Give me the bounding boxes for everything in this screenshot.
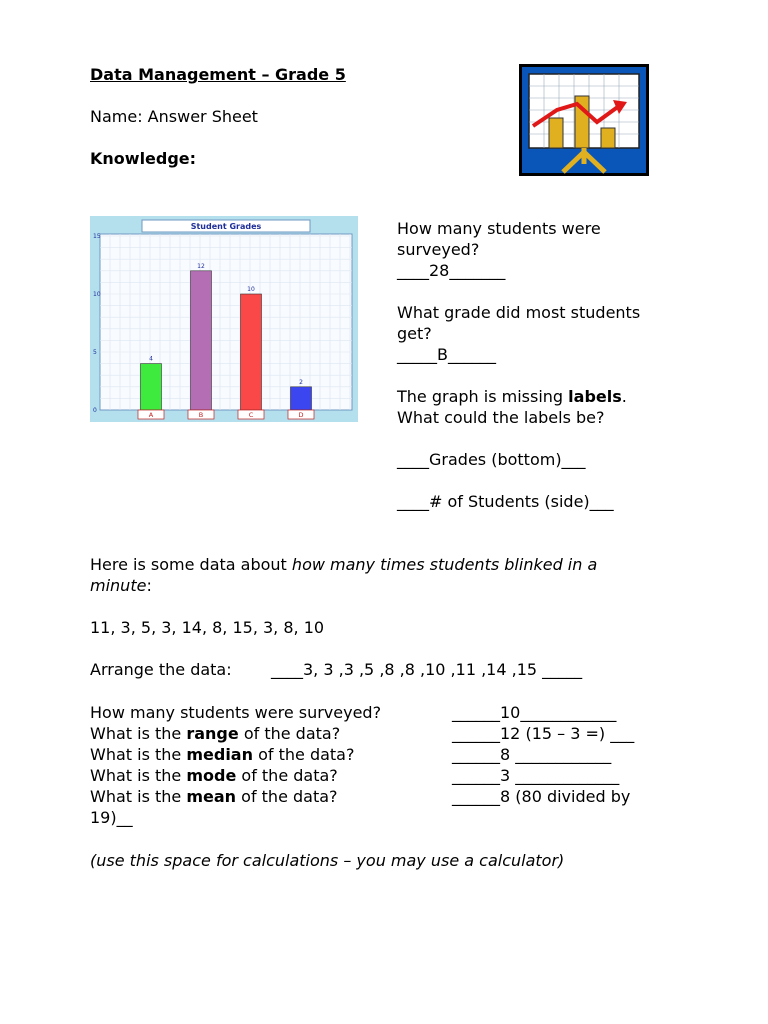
- q2-text-line1: What grade did most students: [397, 303, 641, 322]
- surveyed-question: How many students were surveyed?: [90, 703, 382, 722]
- bar-value-label: 10: [247, 286, 255, 293]
- category-label: A: [148, 411, 154, 419]
- bar-value-label: 2: [299, 378, 303, 386]
- arrange-answer: ____3, 3 ,3 ,5 ,8 ,8 ,10 ,11 ,14 ,15 _____: [271, 660, 583, 679]
- range-question: What is the range of the data?: [90, 724, 341, 743]
- category-label: B: [198, 411, 204, 419]
- q3-text-line2: What could the labels be?: [397, 408, 605, 427]
- bar-value-label: 12: [197, 262, 205, 270]
- page-title: Data Management – Grade 5: [90, 65, 346, 84]
- blink-data-list: 11, 3, 5, 3, 14, 8, 15, 3, 8, 10: [90, 618, 325, 637]
- mode-answer: ______3 _____________: [452, 766, 620, 785]
- mode-question: What is the mode of the data?: [90, 766, 338, 785]
- bar-value-label: 4: [149, 355, 153, 363]
- chart-title: Student Grades: [190, 222, 262, 231]
- mean-answer: ______8 (80 divided by: [452, 787, 631, 806]
- q3-text-line1: The graph is missing labels.: [397, 387, 627, 406]
- section-heading: Knowledge:: [90, 149, 197, 168]
- y-tick-label: 10: [93, 291, 101, 298]
- y-tick-label: 5: [93, 349, 97, 356]
- y-tick-label: 15: [93, 233, 101, 240]
- y-tick-label: 0: [93, 407, 97, 414]
- range-answer: ______12 (15 – 3 =) ___: [452, 724, 635, 743]
- q2-answer: _____B______: [397, 345, 496, 364]
- bar-d: [291, 387, 312, 410]
- blink-intro-line2: minute:: [90, 576, 152, 595]
- surveyed-answer: ______10____________: [452, 703, 617, 722]
- q1-answer: ____28_______: [397, 261, 506, 280]
- bar-b: [191, 271, 212, 410]
- name-line: Name: Answer Sheet: [90, 107, 258, 126]
- median-answer: ______8 ____________: [452, 745, 612, 764]
- label-answer-side: ____# of Students (side)___: [397, 492, 614, 511]
- blink-intro-line1: Here is some data about how many times students blinked in a: [90, 555, 598, 574]
- arrange-label: Arrange the data:: [90, 660, 232, 679]
- bar-a: [141, 364, 162, 410]
- bar-c: [241, 294, 262, 410]
- label-answer-bottom: ____Grades (bottom)___: [397, 450, 586, 469]
- category-label: D: [298, 411, 304, 419]
- mean-answer-continued: 19)__: [90, 808, 133, 827]
- chart-clipart-icon: [519, 64, 649, 176]
- q1-text-line2: surveyed?: [397, 240, 480, 259]
- calculation-note: (use this space for calculations – you may use a calculator): [90, 851, 565, 870]
- student-grades-chart: [90, 216, 358, 422]
- mean-question: What is the mean of the data?: [90, 787, 338, 806]
- q2-text-line2: get?: [397, 324, 432, 343]
- category-label: C: [248, 411, 254, 419]
- q1-text-line1: How many students were: [397, 219, 601, 238]
- median-question: What is the median of the data?: [90, 745, 355, 764]
